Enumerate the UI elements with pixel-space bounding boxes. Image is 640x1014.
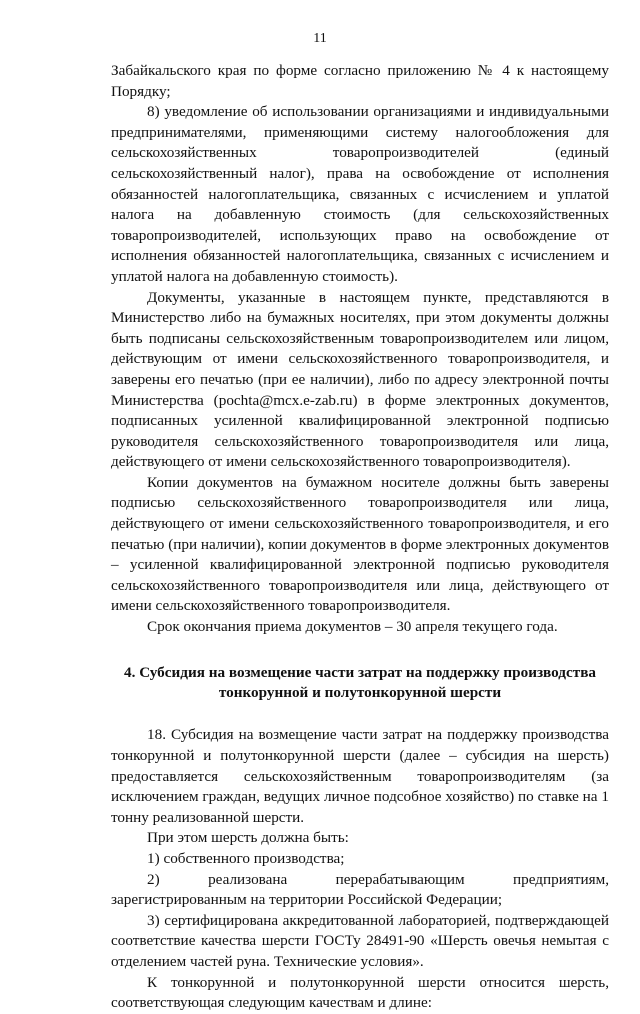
- paragraph: 18. Субсидия на возмещение части затрат на поддержку производства тонкорунной и полутонкорунной шерсти (далее – субсидия на шерсть) предоставляется сельскохозяйственным товаропроизводителям (за исключением граждан, ведущих личное подсобное хозяйство) по ставке на 1 тонну реализованной шерсти.: [111, 726, 609, 826]
- list-item: 2) реализована перерабатывающим предприятиям, зарегистрированным на территории Российской Федерации;: [111, 870, 609, 909]
- paragraph: Документы, указанные в настоящем пункте, представляются в Министерство либо на бумажных носителях, при этом документы должны быть подписаны сельскохозяйственным товаропроизводителем или лицом, действующим от имени сельскохозяйственного товаропроизводителя, и заверены его печатью (при ее наличии), либо по адресу электронной почты Министерства (pochta@mcx.e-zab.ru) в форме электронных документов, подписанных усиленной квалифицированной электронной подписью руководителя сельскохозяйственного товаропроизводителя или лица, действующего от имени сельскохозяйственного товаропроизводителя).: [111, 288, 609, 471]
- page-number: 11: [313, 31, 327, 46]
- list-item: 1) собственного производства;: [147, 850, 345, 867]
- paragraph: К тонкорунной и полутонкорунной шерсти относится шерсть, соответствующая следующим качествам и длине:: [111, 973, 609, 1012]
- section-heading: 4. Субсидия на возмещение части затрат на поддержку производства тонкорунной и полутонкорунной шерсти: [124, 663, 596, 702]
- paragraph: Копии документов на бумажном носителе должны быть заверены подписью сельскохозяйственного товаропроизводителя или лица, действующего от имени сельскохозяйственного товаропроизводителя, и его печатью (при наличии), копии документов в форме электронных документов – усиленной квалифицированной электронной подписью руководителя сельскохозяйственного товаропроизводителя или лица, действующего от имени сельскохозяйственного товаропроизводителя.: [111, 473, 609, 615]
- paragraph: Срок окончания приема документов – 30 апреля текущего года.: [147, 618, 558, 636]
- paragraph: 8) уведомление об использовании организациями и индивидуальными предпринимателями, применяющими систему налогообложения для сельскохозяйственных товаропроизводителей (единый сельскохозяйственный налог), права на освобождение от исполнения обязанностей налогоплательщика, связанных с исчислением и уплатой налога на добавленную стоимость (для сельскохозяйственных товаропроизводителей, использующих право на освобождение от исполнения обязанностей налогоплательщика, связанных с исчислением и уплатой налога на добавленную стоимость).: [111, 103, 609, 285]
- list-item: 3) сертифицирована аккредитованной лабораторией, подтверждающей соответствие качества шерсти ГОСТу 28491-90 «Шерсть овечья немытая с отделением частей руна. Технические условия».: [111, 911, 609, 970]
- paragraph: При этом шерсть должна быть:: [147, 829, 349, 847]
- paragraph: Забайкальского края по форме согласно приложению № 4 к настоящему Порядку;: [111, 62, 609, 100]
- document-body: [111, 61, 609, 1014]
